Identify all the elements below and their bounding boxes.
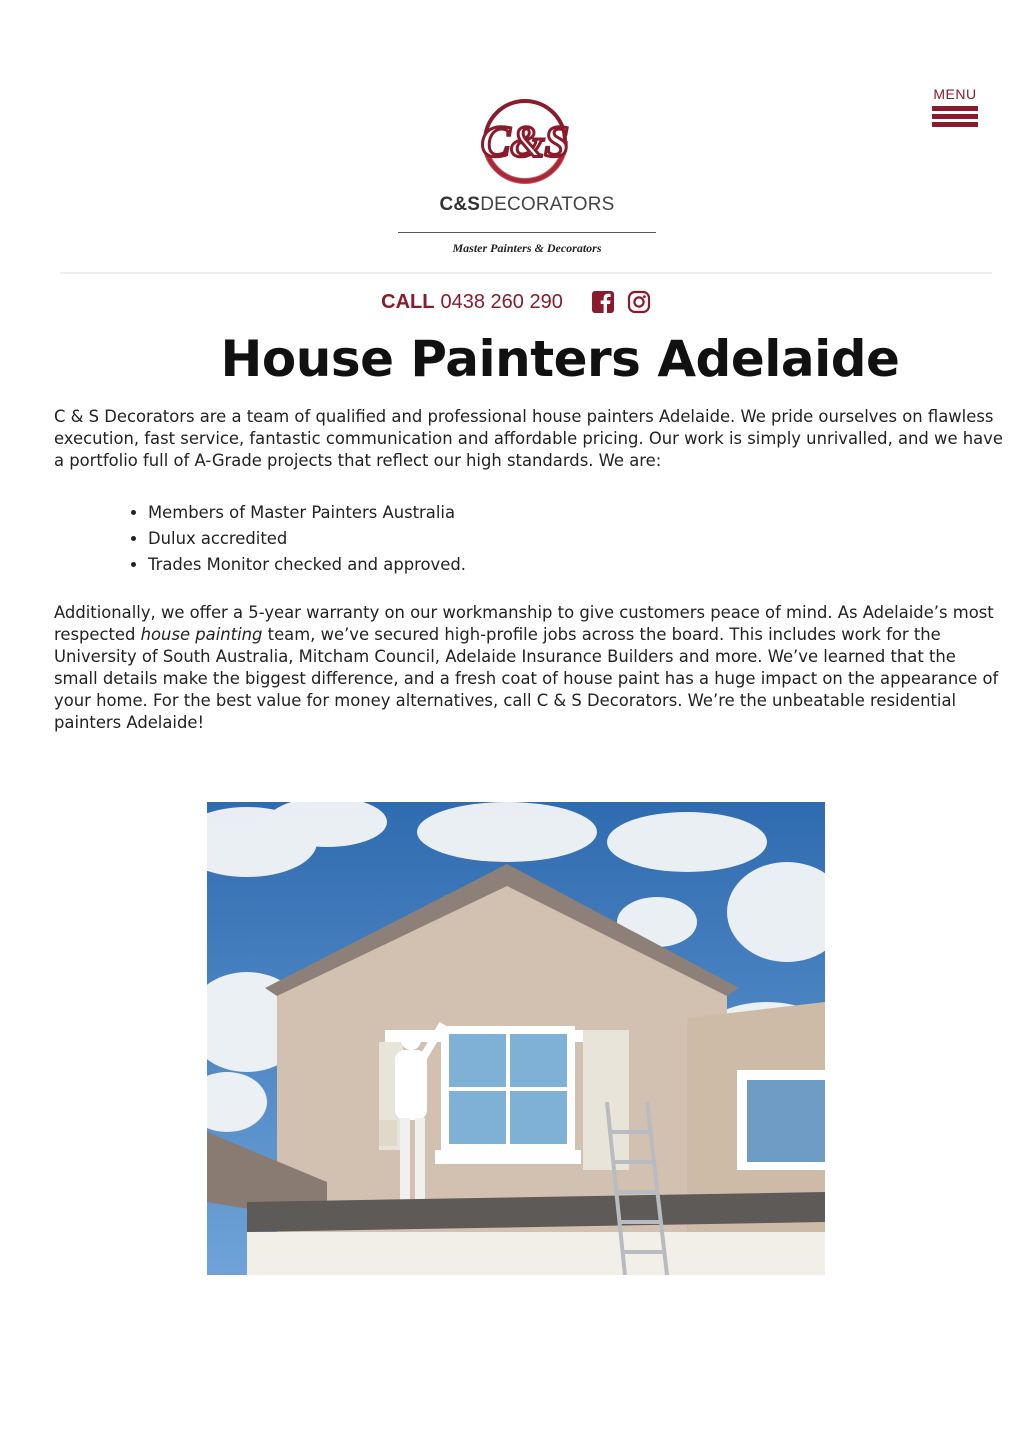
list-item: • Members of Master Painters Australia — [148, 502, 1004, 524]
logo-emblem — [460, 96, 590, 186]
phone-link[interactable]: 0438 260 290 — [440, 290, 563, 313]
emphasis-text: house painting — [140, 625, 263, 644]
menu-label: MENU — [933, 86, 977, 102]
main-content — [54, 406, 1004, 734]
accreditation-list — [54, 502, 1004, 576]
list-item: • Trades Monitor checked and approved. — [148, 554, 1004, 576]
emblem-text: C&S — [480, 117, 570, 166]
instagram-icon[interactable] — [627, 290, 651, 314]
menu-button[interactable] — [930, 86, 980, 130]
logo-name — [398, 194, 656, 216]
call-label: CALL — [381, 290, 435, 313]
call-bar — [0, 290, 1024, 322]
page-title: House Painters Adelaide — [220, 330, 900, 388]
header-divider — [60, 272, 992, 274]
warranty-paragraph — [54, 602, 1004, 734]
logo-tagline: Master Painters & Decorators — [452, 241, 602, 255]
paragraph-text: team, we’ve secured high-profile jobs across the board. This includes work for the University of South Australia, Mitcham Council, Adelaide Insurance Builders and more. We’ve learned that the small details make the biggest difference, and a fresh coat of house paint has a huge impact on the appearance of your home. For the best value for money alternatives, call C & S Decorators. We’re the unbeatable residential painters Adelaide! — [54, 625, 999, 732]
house-painter-photo — [207, 802, 825, 1275]
site-logo[interactable] — [398, 92, 656, 262]
logo-divider — [398, 232, 656, 233]
list-item: • Dulux accredited — [148, 528, 1004, 550]
intro-paragraph: C & S Decorators are a team of qualified and professional house painters Adelaide. We pride ourselves on flawless execution, fast service, fantastic communication and affordable pricing. Our work is simply unrivalled, and we have a portfolio full of A-Grade projects that reflect our high standards. We are: — [54, 407, 1003, 470]
logo-name-rest: DECORATORS — [480, 194, 615, 215]
hamburger-icon — [932, 106, 978, 127]
paragraph-text: Additionally, we offer a 5-year warranty on our workmanship to give customers peace of mind. As Adelaide’s most respected — [54, 603, 994, 644]
logo-name-bold: C&S — [439, 194, 481, 215]
facebook-icon[interactable] — [591, 290, 615, 314]
